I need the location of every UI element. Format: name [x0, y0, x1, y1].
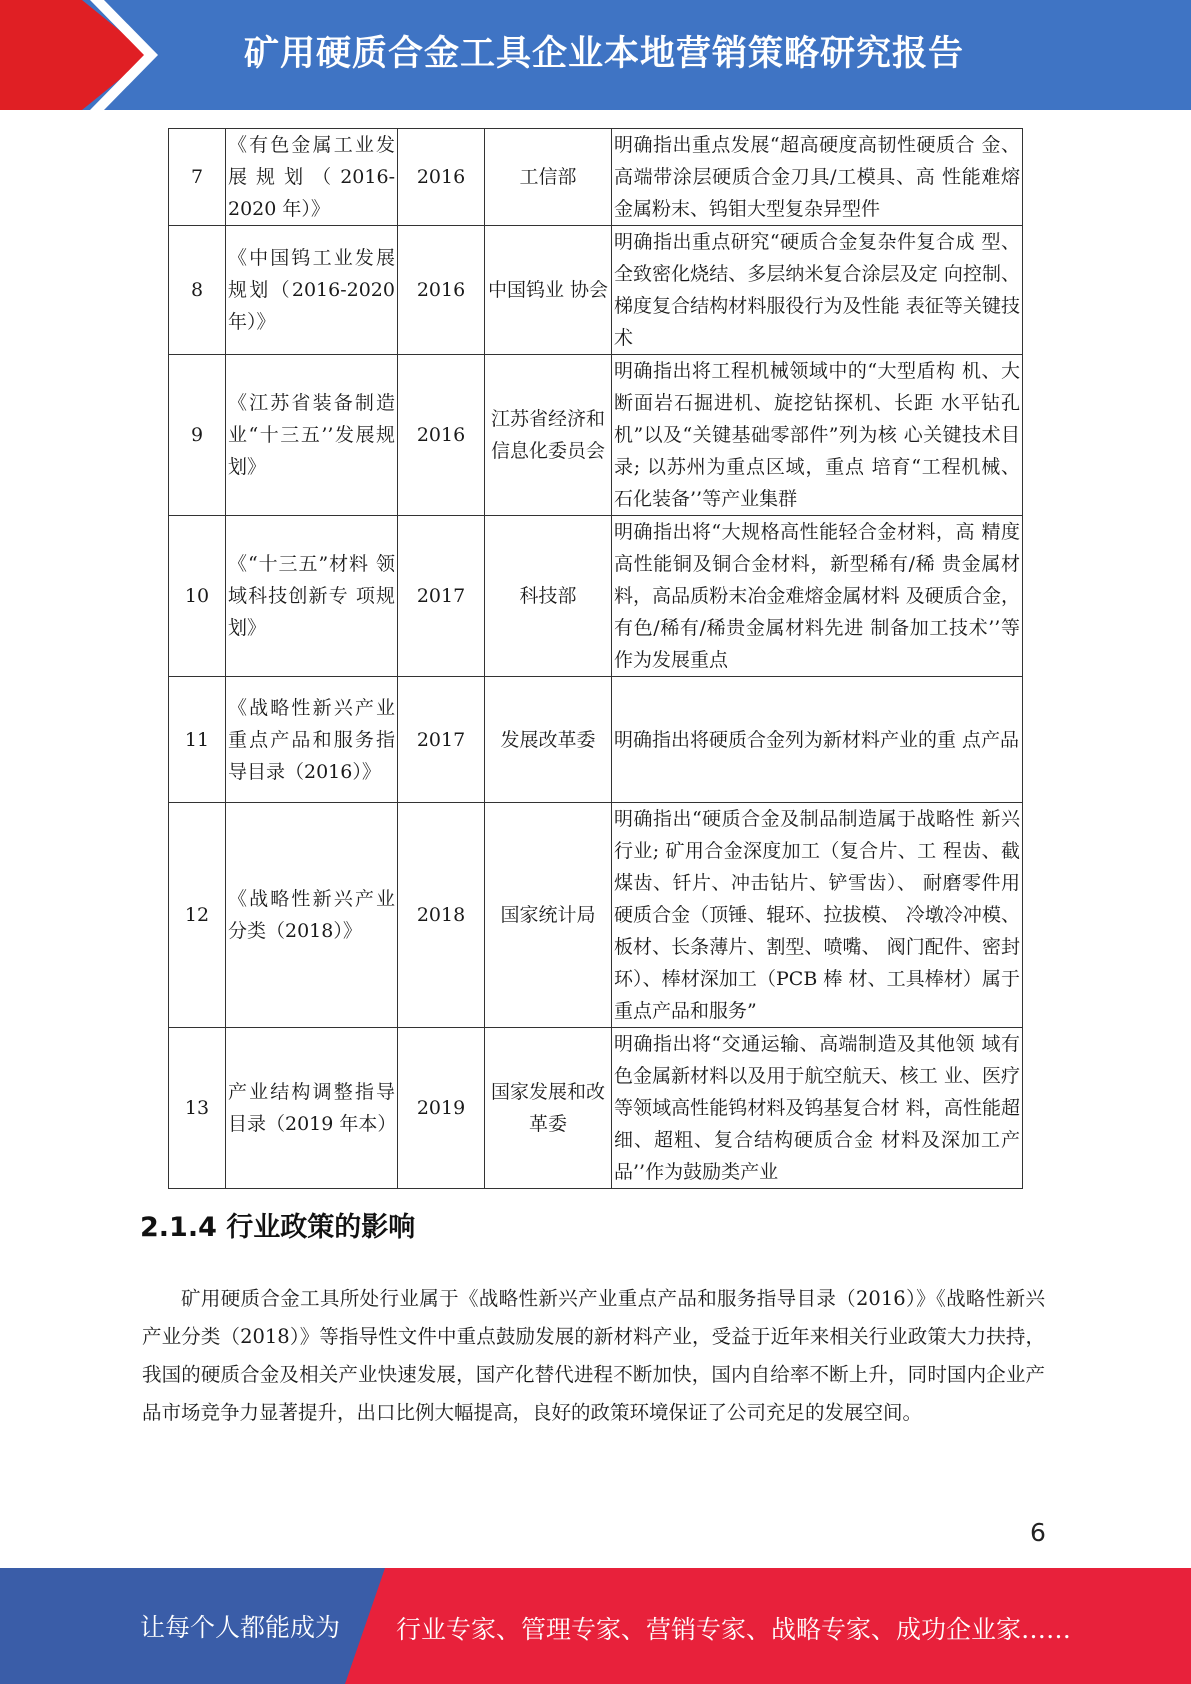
- report-title: 矿用硬质合金工具企业本地营销策略研究报告: [244, 34, 965, 74]
- section-heading: 2.1.4 行业政策的影响: [140, 1212, 416, 1243]
- issuing-body: 工信部: [485, 129, 612, 226]
- policy-name: 《战略性新兴产业分类（2018）》: [226, 803, 398, 1028]
- policy-name: 产业结构调整指导目录（2019 年本）: [226, 1028, 398, 1189]
- page-header: [0, 0, 1191, 110]
- issuing-body: 中国钨业 协会: [485, 226, 612, 355]
- row-number: 12: [169, 803, 226, 1028]
- row-number: 8: [169, 226, 226, 355]
- header-red-arrow-icon: [0, 0, 150, 110]
- table-row: [169, 677, 1023, 803]
- footer-slogan-left: 让每个人都能成为: [140, 1613, 341, 1642]
- policy-description: 明确指出重点研究“硬质合金复杂件复合成 型、全致密化烧结、多层纳米复合涂层及定 向控制、梯度复合结构材料服役行为及性能 表征等关键技术: [612, 226, 1023, 355]
- issuing-body: 国家统计局: [485, 803, 612, 1028]
- row-number: 13: [169, 1028, 226, 1189]
- policy-description: 明确指出将“大规格高性能轻合金材料，高 精度高性能铜及铜合金材料，新型稀有/稀 贵金属材料，高品质粉末冶金难熔金属材料 及硬质合金，有色/稀有/稀贵金属材料先进 制备加工技术’’等作为发展重点: [612, 516, 1023, 677]
- policy-year: 2019: [398, 1028, 485, 1189]
- row-number: 10: [169, 516, 226, 677]
- table-row: [169, 129, 1023, 226]
- policy-year: 2016: [398, 355, 485, 516]
- row-number: 11: [169, 677, 226, 803]
- policy-name: 《“十三五”材料 领域科技创新专 项规划》: [226, 516, 398, 677]
- policy-description: 明确指出将硬质合金列为新材料产业的重 点产品: [612, 677, 1023, 803]
- row-number: 7: [169, 129, 226, 226]
- page-footer: [0, 1568, 1191, 1684]
- issuing-body: 江苏省经济和信息化委员会: [485, 355, 612, 516]
- policy-year: 2016: [398, 226, 485, 355]
- issuing-body: 国家发展和改革委: [485, 1028, 612, 1189]
- policy-year: 2016: [398, 129, 485, 226]
- policy-description: 明确指出“硬质合金及制品制造属于战略性 新兴行业; 矿用合金深度加工（复合片、工 程齿、截煤齿、钎片、冲击钻片、铲雪齿）、 耐磨零件用硬质合金（顶锤、辊环、拉拔模、 冷墩冷冲模、板材、长条薄片、割型、喷嘴、 阀门配件、密封环）、棒材深加工（PCB 棒 材、工具棒材）属于重点产品和服务”: [612, 803, 1023, 1028]
- row-number: 9: [169, 355, 226, 516]
- policy-description: 明确指出将工程机械领域中的“大型盾构 机、大断面岩石掘进机、旋挖钻探机、长距 水平钻孔机”以及“关键基础零部件”列为核 心关键技术目录; 以苏州为重点区域，重点 培育“工程机械、石化装备’’等产业集群: [612, 355, 1023, 516]
- policy-name: 《中国钨工业发展规划（2016-2020 年）》: [226, 226, 398, 355]
- policy-year: 2017: [398, 677, 485, 803]
- policy-name: 《有色金属工业发展规划（2016-2020 年）》: [226, 129, 398, 226]
- table-row: [169, 226, 1023, 355]
- table-row: [169, 516, 1023, 677]
- policy-description: 明确指出将“交通运输、高端制造及其他领 域有色金属新材料以及用于航空航天、核工 业、医疗等领域高性能钨材料及钨基复合材 料，高性能超细、超粗、复合结构硬质合金 材料及深加工产品’’作为鼓励类产业: [612, 1028, 1023, 1189]
- section-paragraph: 矿用硬质合金工具所处行业属于《战略性新兴产业重点产品和服务指导目录（2016）》《战略性新兴产业分类（2018）》等指导性文件中重点鼓励发展的新材料产业，受益于近年来相关行业政策大力扶持，我国的硬质合金及相关产业快速发展，国产化替代进程不断加快，国内自给率不断上升，同时国内企业产品市场竞争力显著提升，出口比例大幅提高，良好的政策环境保证了公司充足的发展空间。: [142, 1287, 1045, 1424]
- issuing-body: 科技部: [485, 516, 612, 677]
- policy-year: 2018: [398, 803, 485, 1028]
- table-row: [169, 355, 1023, 516]
- issuing-body: 发展改革委: [485, 677, 612, 803]
- policy-year: 2017: [398, 516, 485, 677]
- policy-name: 《江苏省装备制造业“十三五’’发展规划》: [226, 355, 398, 516]
- page-number: 6: [1030, 1518, 1046, 1547]
- footer-slogan-right: 行业专家、管理专家、营销专家、战略专家、成功企业家……: [396, 1615, 1072, 1644]
- policy-name: 《战略性新兴产业重点产品和服务指导目录（2016）》: [226, 677, 398, 803]
- table-row: [169, 803, 1023, 1028]
- policy-description: 明确指出重点发展“超高硬度高韧性硬质合 金、高端带涂层硬质合金刀具/工模具、高 性能难熔金属粉末、钨钼大型复杂异型件: [612, 129, 1023, 226]
- table-row: [169, 1028, 1023, 1189]
- policy-table: [168, 128, 1023, 1189]
